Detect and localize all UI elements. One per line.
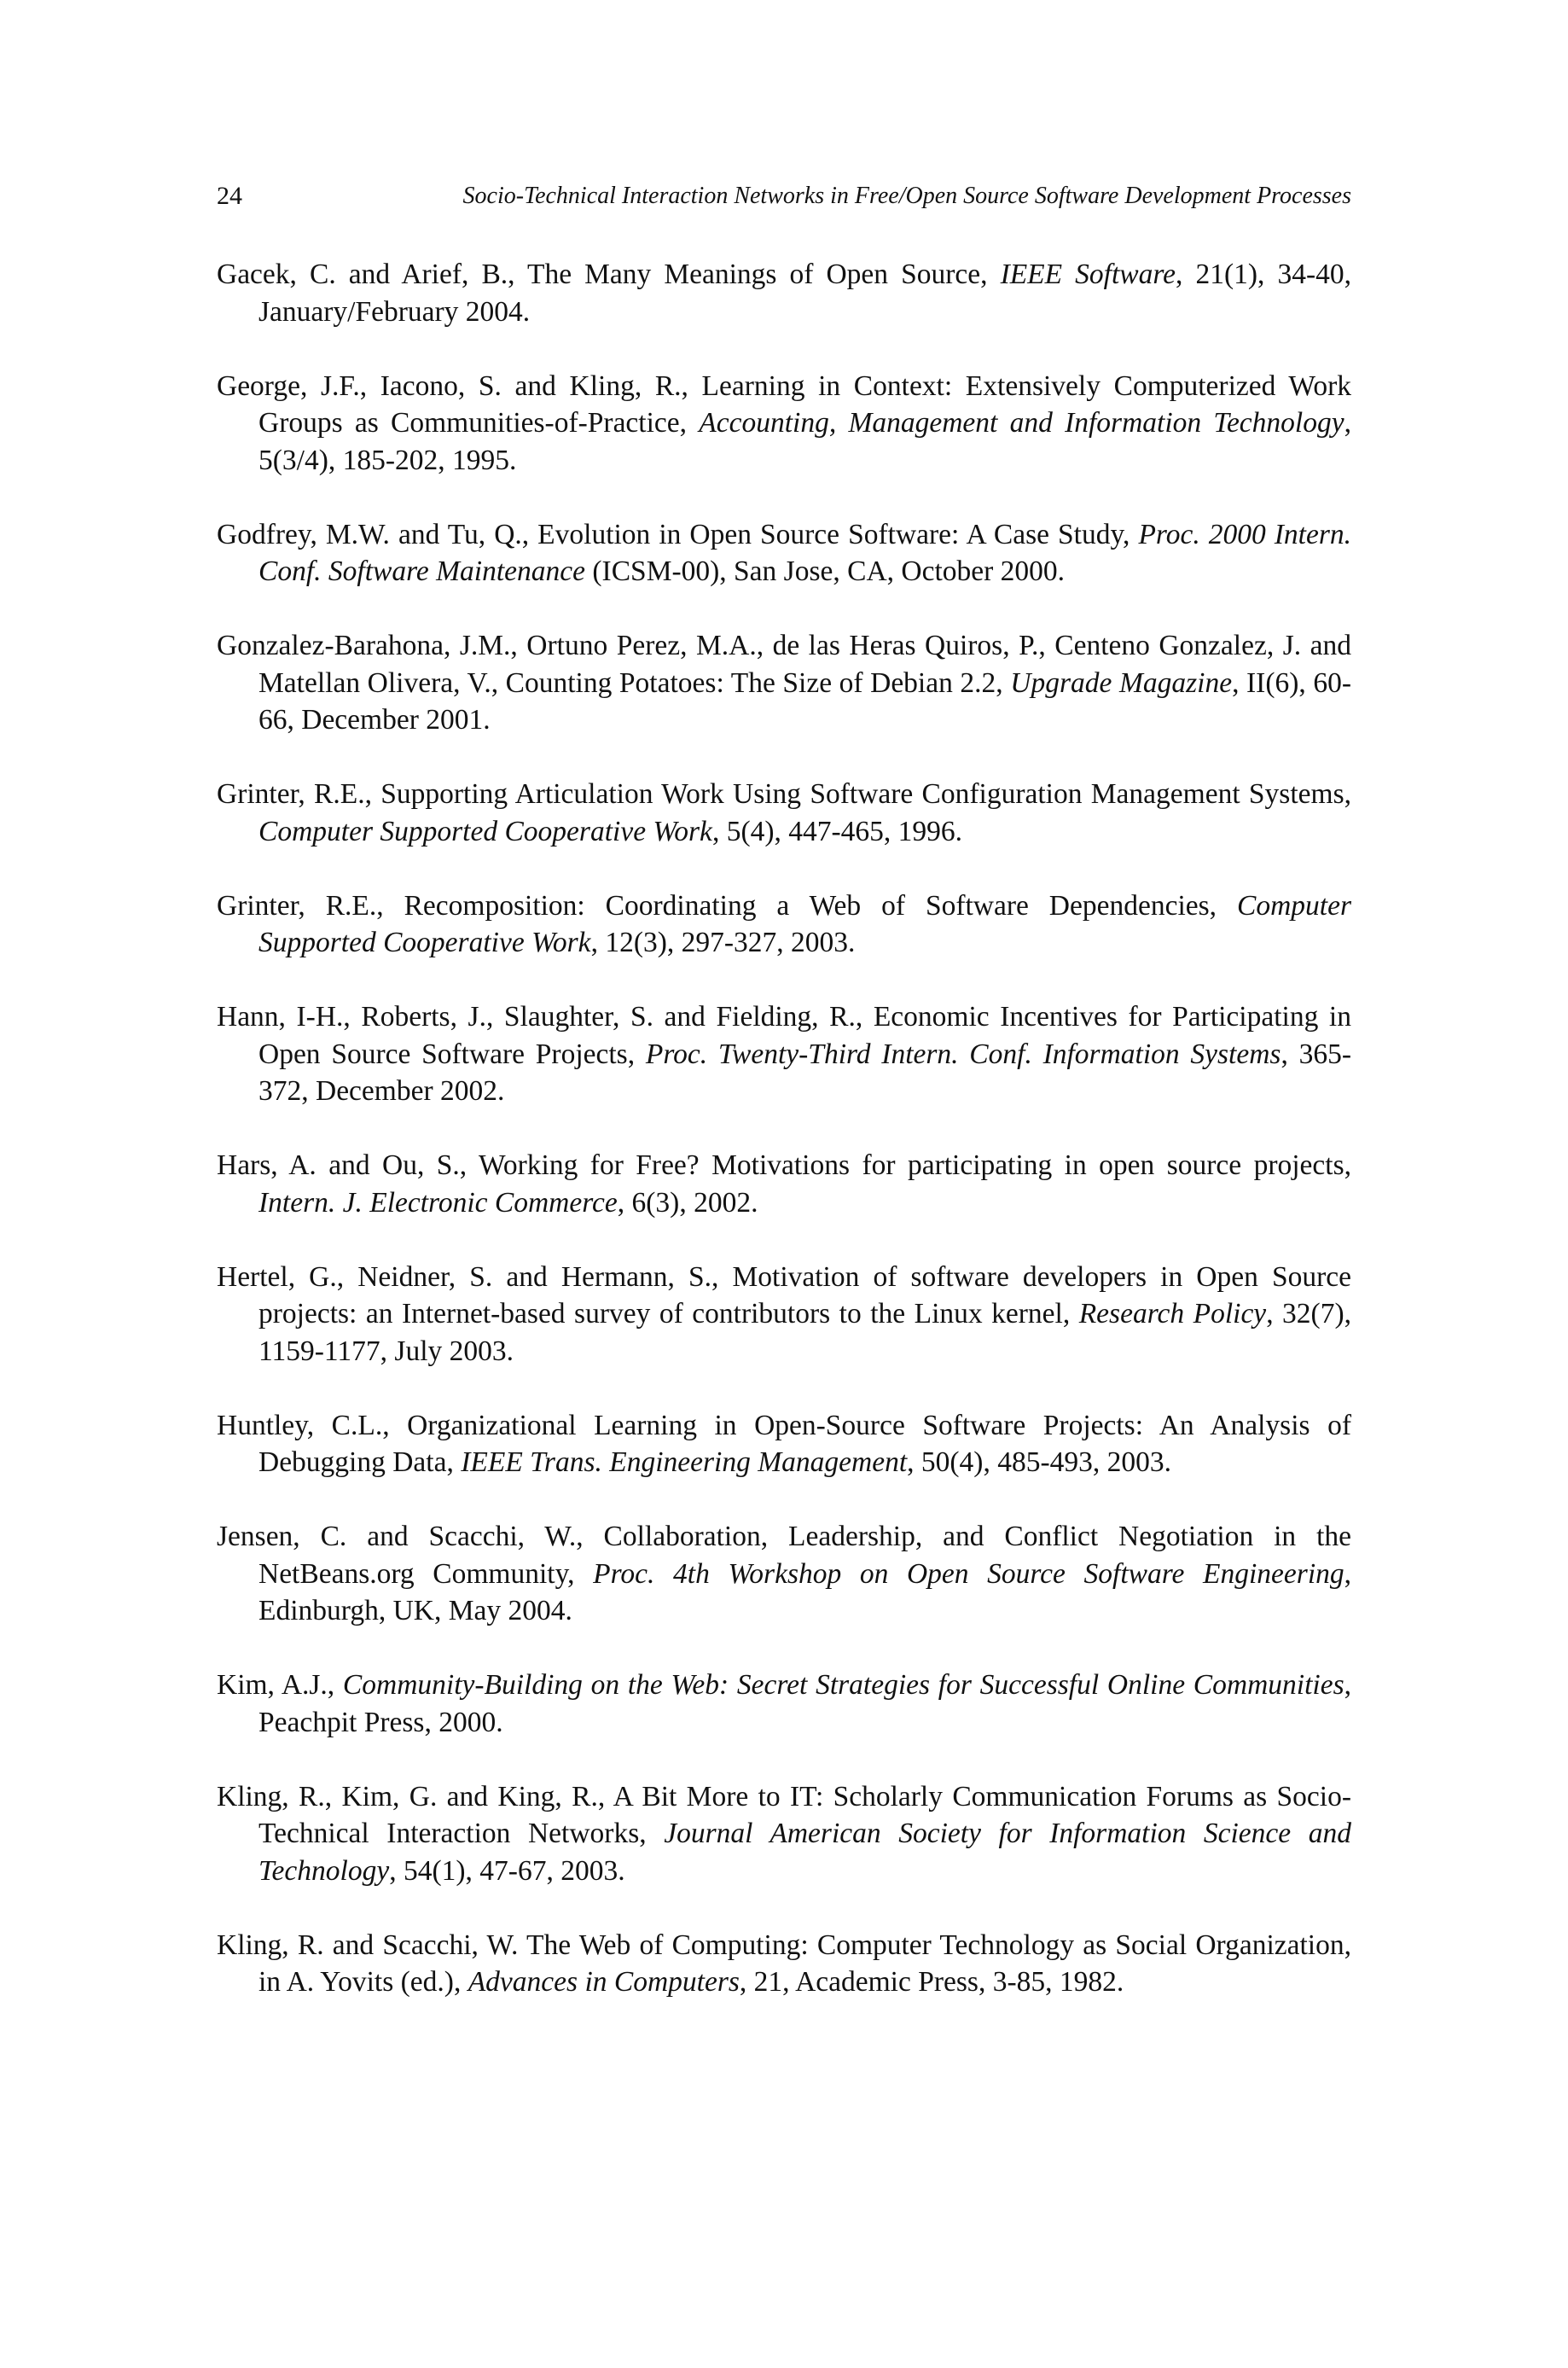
- reference-details: , 54(1), 47-67, 2003.: [389, 1854, 625, 1887]
- reference-entry: [217, 1927, 1351, 2001]
- reference-entry: [217, 516, 1351, 591]
- reference-details: , Peachpit Press, 2000.: [258, 1669, 1351, 1738]
- reference-text: George, J.F., Iacono, S. and Kling, R., Learning in Context: Extensively Computerized Work Groups as Communities-of-Practice,: [217, 369, 1351, 439]
- reference-venue: Proc. 4th Workshop on Open Source Software Engineering: [593, 1557, 1344, 1590]
- reference-text: Grinter, R.E., Supporting Articulation Work Using Software Configuration Management Systems,: [217, 778, 1351, 810]
- reference-venue: Journal American Society for Information Science and Technology: [258, 1818, 1351, 1887]
- reference-details: , 50(4), 485-493, 2003.: [907, 1446, 1171, 1478]
- reference-venue: Intern. J. Electronic Commerce: [258, 1186, 618, 1219]
- reference-entry: [217, 1259, 1351, 1370]
- reference-entry: [217, 256, 1351, 330]
- reference-details: , 365-372, December 2002.: [258, 1038, 1352, 1107]
- reference-venue: Research Policy: [1078, 1298, 1267, 1329]
- reference-details: , 12(3), 297-327, 2003.: [590, 927, 856, 958]
- reference-venue: Community-Building on the Web: Secret Strategies for Successful Online Communities: [342, 1669, 1344, 1701]
- reference-details: , 6(3), 2002.: [617, 1186, 758, 1219]
- reference-venue: Computer Supported Cooperative Work: [258, 889, 1351, 958]
- reference-details: , 21(1), 34-40, January/February 2004.: [258, 259, 1352, 328]
- reference-venue: IEEE Software: [1000, 259, 1176, 290]
- reference-details: , 21, Academic Press, 3-85, 1982.: [739, 1966, 1124, 1998]
- reference-entry: [217, 1667, 1351, 1741]
- reference-venue: Proc. 2000 Intern. Conf. Software Maintenance: [258, 518, 1351, 587]
- reference-venue: Advances in Computers: [467, 1966, 740, 1998]
- reference-venue: IEEE Trans. Engineering Management: [461, 1446, 908, 1478]
- reference-text: Hertel, G., Neidner, S. and Hermann, S., Motivation of software developers in Open Source projects: an Internet-based survey of contributors to the Linux kernel,: [217, 1260, 1351, 1329]
- reference-text: Jensen, C. and Scacchi, W., Collaboration, Leadership, and Conflict Negotiation in the NetBeans.org Community,: [217, 1521, 1351, 1590]
- reference-entry: [217, 368, 1351, 480]
- reference-entry: [217, 887, 1351, 962]
- reference-text: Huntley, C.L., Organizational Learning in Open-Source Software Projects: An Analysis of Debugging Data,: [217, 1409, 1351, 1478]
- reference-venue: Upgrade Magazine: [1010, 666, 1233, 699]
- reference-entry: [217, 1518, 1351, 1630]
- reference-venue: Accounting, Management and Information Technology: [699, 407, 1344, 439]
- reference-text: Kling, R., Kim, G. and King, R., A Bit More to IT: Scholarly Communication Forums as Socio-Technical Interaction Networks,: [217, 1780, 1351, 1849]
- reference-text: Grinter, R.E., Recomposition: Coordinating a Web of Software Dependencies,: [217, 889, 1237, 922]
- reference-details: , 5(3/4), 185-202, 1995.: [258, 407, 1351, 476]
- reference-details: , 32(7), 1159-1177, July 2003.: [258, 1298, 1351, 1367]
- reference-details: , 5(4), 447-465, 1996.: [711, 815, 963, 847]
- reference-details: , II(6), 60-66, December 2001.: [258, 666, 1351, 736]
- reference-text: Hann, I-H., Roberts, J., Slaughter, S. and Fielding, R., Economic Incentives for Participating in Open Source Software Projects,: [217, 1001, 1351, 1070]
- reference-details: , Edinburgh, UK, May 2004.: [258, 1557, 1351, 1626]
- reference-text: Kim, A.J.,: [217, 1669, 343, 1701]
- reference-entry: [217, 998, 1351, 1110]
- reference-entry: [217, 776, 1351, 850]
- reference-text: Gacek, C. and Arief, B., The Many Meanings of Open Source,: [217, 259, 1001, 290]
- reference-entry: [217, 1147, 1351, 1221]
- reference-venue: Computer Supported Cooperative Work: [258, 815, 712, 847]
- reference-text: Godfrey, M.W. and Tu, Q., Evolution in Open Source Software: A Case Study,: [217, 518, 1139, 550]
- reference-venue: Proc. Twenty-Third Intern. Conf. Information Systems: [645, 1038, 1281, 1070]
- reference-text: Hars, A. and Ou, S., Working for Free? Motivations for participating in open source projects,: [217, 1149, 1351, 1181]
- reference-text: Kling, R. and Scacchi, W. The Web of Computing: Computer Technology as Social Organization, in A. Yovits (ed.),: [217, 1929, 1351, 1998]
- reference-details: (ICSM-00), San Jose, CA, October 2000.: [585, 556, 1066, 587]
- reference-entry: [217, 1407, 1351, 1481]
- reference-entry: [217, 627, 1351, 739]
- page-number: 24: [217, 182, 242, 210]
- reference-entry: [217, 1778, 1351, 1890]
- reference-list: [217, 256, 1351, 2038]
- reference-text: Gonzalez-Barahona, J.M., Ortuno Perez, M.A., de las Heras Quiros, P., Centeno Gonzalez, J. and Matellan Olivera, V., Counting Potatoes: The Size of Debian 2.2,: [217, 630, 1351, 699]
- running-title: Socio-Technical Interaction Networks in Free/Open Source Software Development Processes: [462, 183, 1351, 209]
- page-header: [217, 179, 1351, 213]
